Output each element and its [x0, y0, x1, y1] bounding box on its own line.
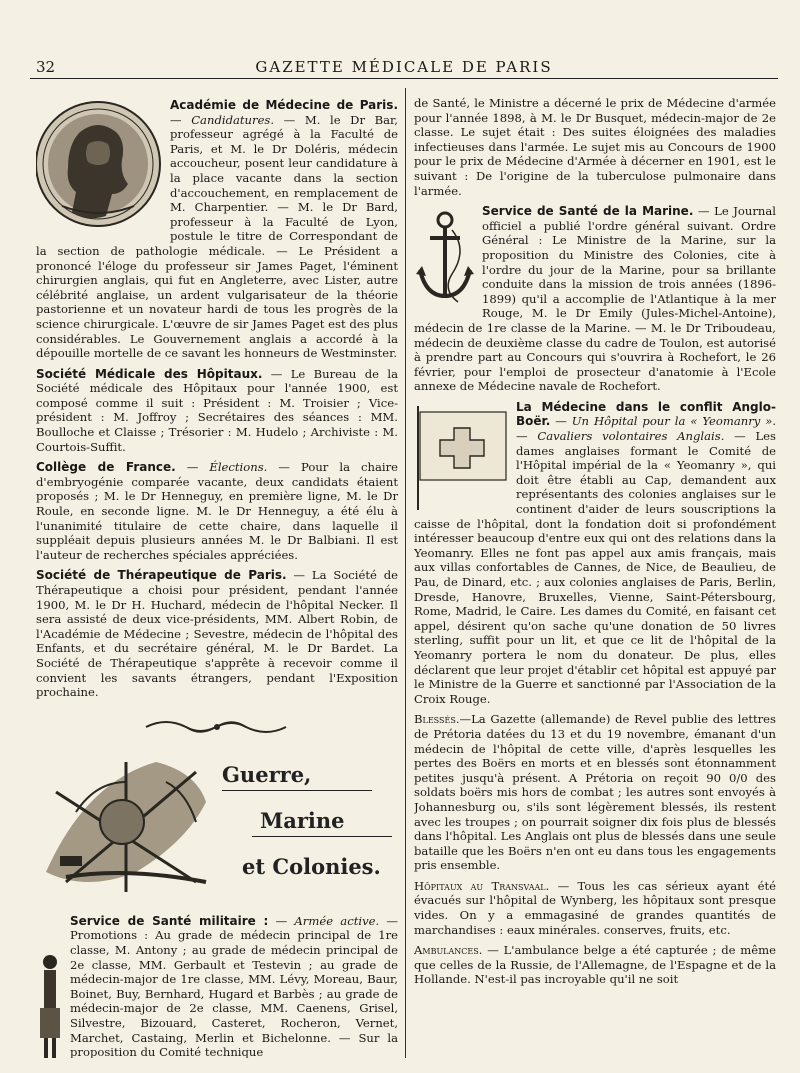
sante-militaire-text: — Promotions : Au grade de médecin principal de 1re classe, M. Antony ; au grade de médecin principal de 2e classe, MM. Gerbault et Testevin ; au grade de médecin-major de 1re classe, MM. Lévy, Moreau, Baur, Boinet, Buy, Bernhard, Hugard et Barbès ; au grade de médecin-major de 2e classe, MM. Caenens, Grisel, Silvestre, Bizouard, Casteret, Rocheron, Vernet, Marchet, Castaing, Merlin et Bichelonne. — Sur la proposition du Comité technique: [70, 913, 398, 1058]
heading-rule-2: [252, 836, 392, 837]
ambulances-text: — L'ambulance belge a été capturée ; de même que celles de la Russie, de l'Allemagne, de l'Espagne et de la Hollande. N'est-il pas incroyable qu'il ne soit: [414, 943, 776, 987]
heading-rule-1: [222, 790, 372, 791]
article-marine: [414, 204, 776, 394]
blesses-lead: Blessés.: [414, 712, 460, 727]
college-text: — Pour la chaire d'embryogénie comparée vacante, deux candidats étaient proposés ; M. le Dr Henneguy, en première ligne, M. le Dr Roule, en seconde ligne. M. le Dr Henneguy, a été élu à l'unanimité titulaire de cette chaire, dans laquelle il suppléait depuis plusieurs années M. le Dr Balbiani. Il est l'auteur de recherches spéciales appréciées.: [36, 460, 398, 562]
article-blesses: [414, 712, 776, 873]
section-heading-line-2: Marine: [260, 807, 345, 833]
article-boer: [414, 400, 776, 706]
right-column: [414, 96, 776, 1058]
article-continuation: [414, 96, 776, 198]
marine-text: — Le Journal officiel a publié l'ordre général suivant. Ordre Général : Le Ministre de la Marine, sur la proposition du Ministre des Colonies, cite à l'ordre du jour de la Marine, pour sa brillante conduite dans la mission de trois années (1896-1899) qu'il a accomplie de l'Atlantique à la mer Rouge, M. le Dr Emily (Jules-Michel-Antoine), médecin de 1re classe de la Marine. — M. le Dr Triboudeau, médecin de deuxième classe du cadre de Toulon, est autorisé à prendre part au Concours qui s'ouvrira à Rochefort, le 26 février, pour l'emploi de prosecteur d'anatomie à l'Ecole annexe de Médecine navale de Rochefort.: [414, 204, 776, 394]
military-figure-illustration: [36, 950, 64, 1058]
boer-text: — Les dames anglaises formant le Comité de l'Hôpital impérial de la « Yeomanry », qui doit être établi au Cap, demandent aux représentants des colonies anglaises sur le continent d'aider de leurs souscriptions la caisse de l'hôpital, dont la fondation doit si profondément intéresser beaucoup d'entre eux qui ont des relations dans la Yeomanry. Elles ne font pas appel aux amis français, mais aux villas confortables de Cannes, de Nice, de Beaulieu, de Pau, de Dinard, etc. ; aux colonies anglaises de Paris, Berlin, Dresde, Hanovre, Bruxelles, Vienne, Saint-Pétersbourg, Rome, Madrid, le Caire. Les dames du Comité, en faisant cet appel, désirent qu'on sache qu'une donation de 50 livres sterling, suffit pour un lit, et que ce lit de l'hôpital de la Yeomanry portera le nom du donateur. De plus, elles déclarent que leur projet d'établir cet hôpital est appuyé par le Ministre de la Guerre et sanctionné par l'Association de la Croix Rouge.: [414, 429, 776, 706]
transvaal-lead: Hôpitaux au Transvaal.: [414, 878, 550, 893]
medallion-portrait-image: [36, 98, 162, 236]
article-therapeutique: [36, 568, 398, 699]
blesses-text: —La Gazette (allemande) de Revel publie des lettres de Prétoria datées du 13 et du 19 novembre, émanant d'un médecin de l'hôpital de cette ville, d'après lesquelles les pertes des Boërs en morts et en blessés sont étonnamment petites jusqu'à présent. A Prétoria on reçoit 90 0/0 des soldats boërs mis hors de combat ; les autres sont envoyés à Johannesburg ou, s'ils sont légèrement blessés, ils restent avec les troupes ; on pourrait soigner dix fois plus de blessés dans l'hôpital. Les Anglais ont plus de blessés dans une seule bataille que les Boërs n'en ont eu dans tous les engagements pris ensemble.: [414, 712, 776, 873]
ornament-divider: [36, 714, 398, 740]
left-column: [36, 98, 398, 1058]
article-ambulances: [414, 943, 776, 987]
academie-text: — M. le Dr Bar, professeur agrégé à la Faculté de Paris, et M. le Dr Doléris, médecin accoucheur, posent leur candidature à la place vacante dans la section d'accouchement, en remplacement de M. Charpentier. — M. le Dr Bard, professeur à la Faculté de Lyon, postule le titre de Correspondant de la section de pathologie médicale. — Le Président a prononcé l'éloge du professeur sir James Paget, l'éminent chirurgien anglais, qui fut en Angleterre, avec Lister, autre célébrité anglaise, un ardent vulgarisateur de la théorie pastorienne et un novateur hardi de tous les progrès de la science chirurgicale. L'œuvre de sir James Paget est des plus considérables. Le Gouvernement anglais a accordé à la dépouille mortelle de ce savant les honneurs de Westminster.: [36, 112, 398, 361]
article-sante-militaire: [36, 914, 398, 1058]
article-hopitaux: [36, 367, 398, 455]
section-heading-line-3: et Colonies.: [242, 853, 381, 879]
red-cross-flag-icon: [414, 404, 510, 512]
ambulances-lead: Ambulances.: [414, 943, 483, 958]
hopitaux-text: — Le Bureau de la Société médicale des Hôpitaux pour l'année 1900, est composé comme il suit : Président : M. Troisier ; Vice-président : M. Joffroy ; Secrétaires des séances : MM. Boulloche et Claisse ; Trésorier : M. Hudelo ; Archiviste : M. Courtois-Suffit.: [36, 366, 398, 454]
column-divider: [405, 88, 406, 1058]
page-number: 32: [36, 58, 56, 76]
therapeutique-text: — La Société de Thérapeutique a choisi pour président, pendant l'année 1900, M. le Dr H. Huchard, médecin de l'hôpital Necker. Il sera assisté de deux vice-présidents, MM. Albert Robin, de l'Académie de Médecine ; Sevestre, médecin de l'hôpital des Enfants, et du secrétaire général, M. le Dr Bardet. La Société de Thérapeutique s'apprête à recevoir comme il convient les savants étrangers, pendant l'Exposition prochaine.: [36, 568, 398, 700]
transvaal-text: — Tous les cas sérieux ayant été évacués sur l'hôpital de Wynberg, les hôpitaux sont presque vides. On y a emmagasiné de grandes quantités de marchandises : eaux minérales. conserves, fruits, etc.: [414, 878, 776, 937]
section-heading-line-1: Guerre,: [222, 761, 312, 787]
sante-militaire-title: Service de Santé militaire :: [70, 913, 269, 928]
boer-subtitle: — Un Hôpital pour la « Yeomanry ». — Cavaliers volontaires Anglais.: [516, 414, 776, 444]
military-trophy-illustration: [36, 752, 226, 902]
hopitaux-title: Société Médicale des Hôpitaux.: [36, 366, 263, 381]
academie-subtitle: — Candidatures.: [170, 112, 275, 127]
continuation-text: de Santé, le Ministre a décerné le prix de Médecine d'armée pour l'année 1898, à M. le Dr Busquet, médecin-major de 2e classe. Le sujet était : Des suites éloignées des maladies infectieuses dans l'armée. Le sujet mis au Concours de 1900 pour le prix de Médecine d'Armée à décerner en 1901, est le suivant : De l'origine de la tuberculose pulmonaire dans l'armée.: [414, 96, 776, 198]
college-title: Collège de France.: [36, 460, 176, 475]
sante-militaire-subtitle: — Armée active.: [275, 913, 380, 928]
journal-title: GAZETTE MÉDICALE DE PARIS: [255, 58, 553, 76]
article-college: [36, 460, 398, 562]
academie-title: Académie de Médecine de Paris.: [170, 98, 398, 112]
anchor-icon: [414, 208, 476, 306]
marine-title: Service de Santé de la Marine.: [482, 204, 694, 219]
boer-title: La Médecine dans le conflit Anglo-Boër.: [516, 399, 776, 429]
college-subtitle: — Élections.: [186, 460, 268, 475]
section-heading-guerre: [36, 752, 398, 902]
article-transvaal: [414, 879, 776, 937]
therapeutique-title: Société de Thérapeutique de Paris.: [36, 568, 287, 583]
page-header: [30, 56, 778, 79]
article-academie: [36, 98, 398, 361]
